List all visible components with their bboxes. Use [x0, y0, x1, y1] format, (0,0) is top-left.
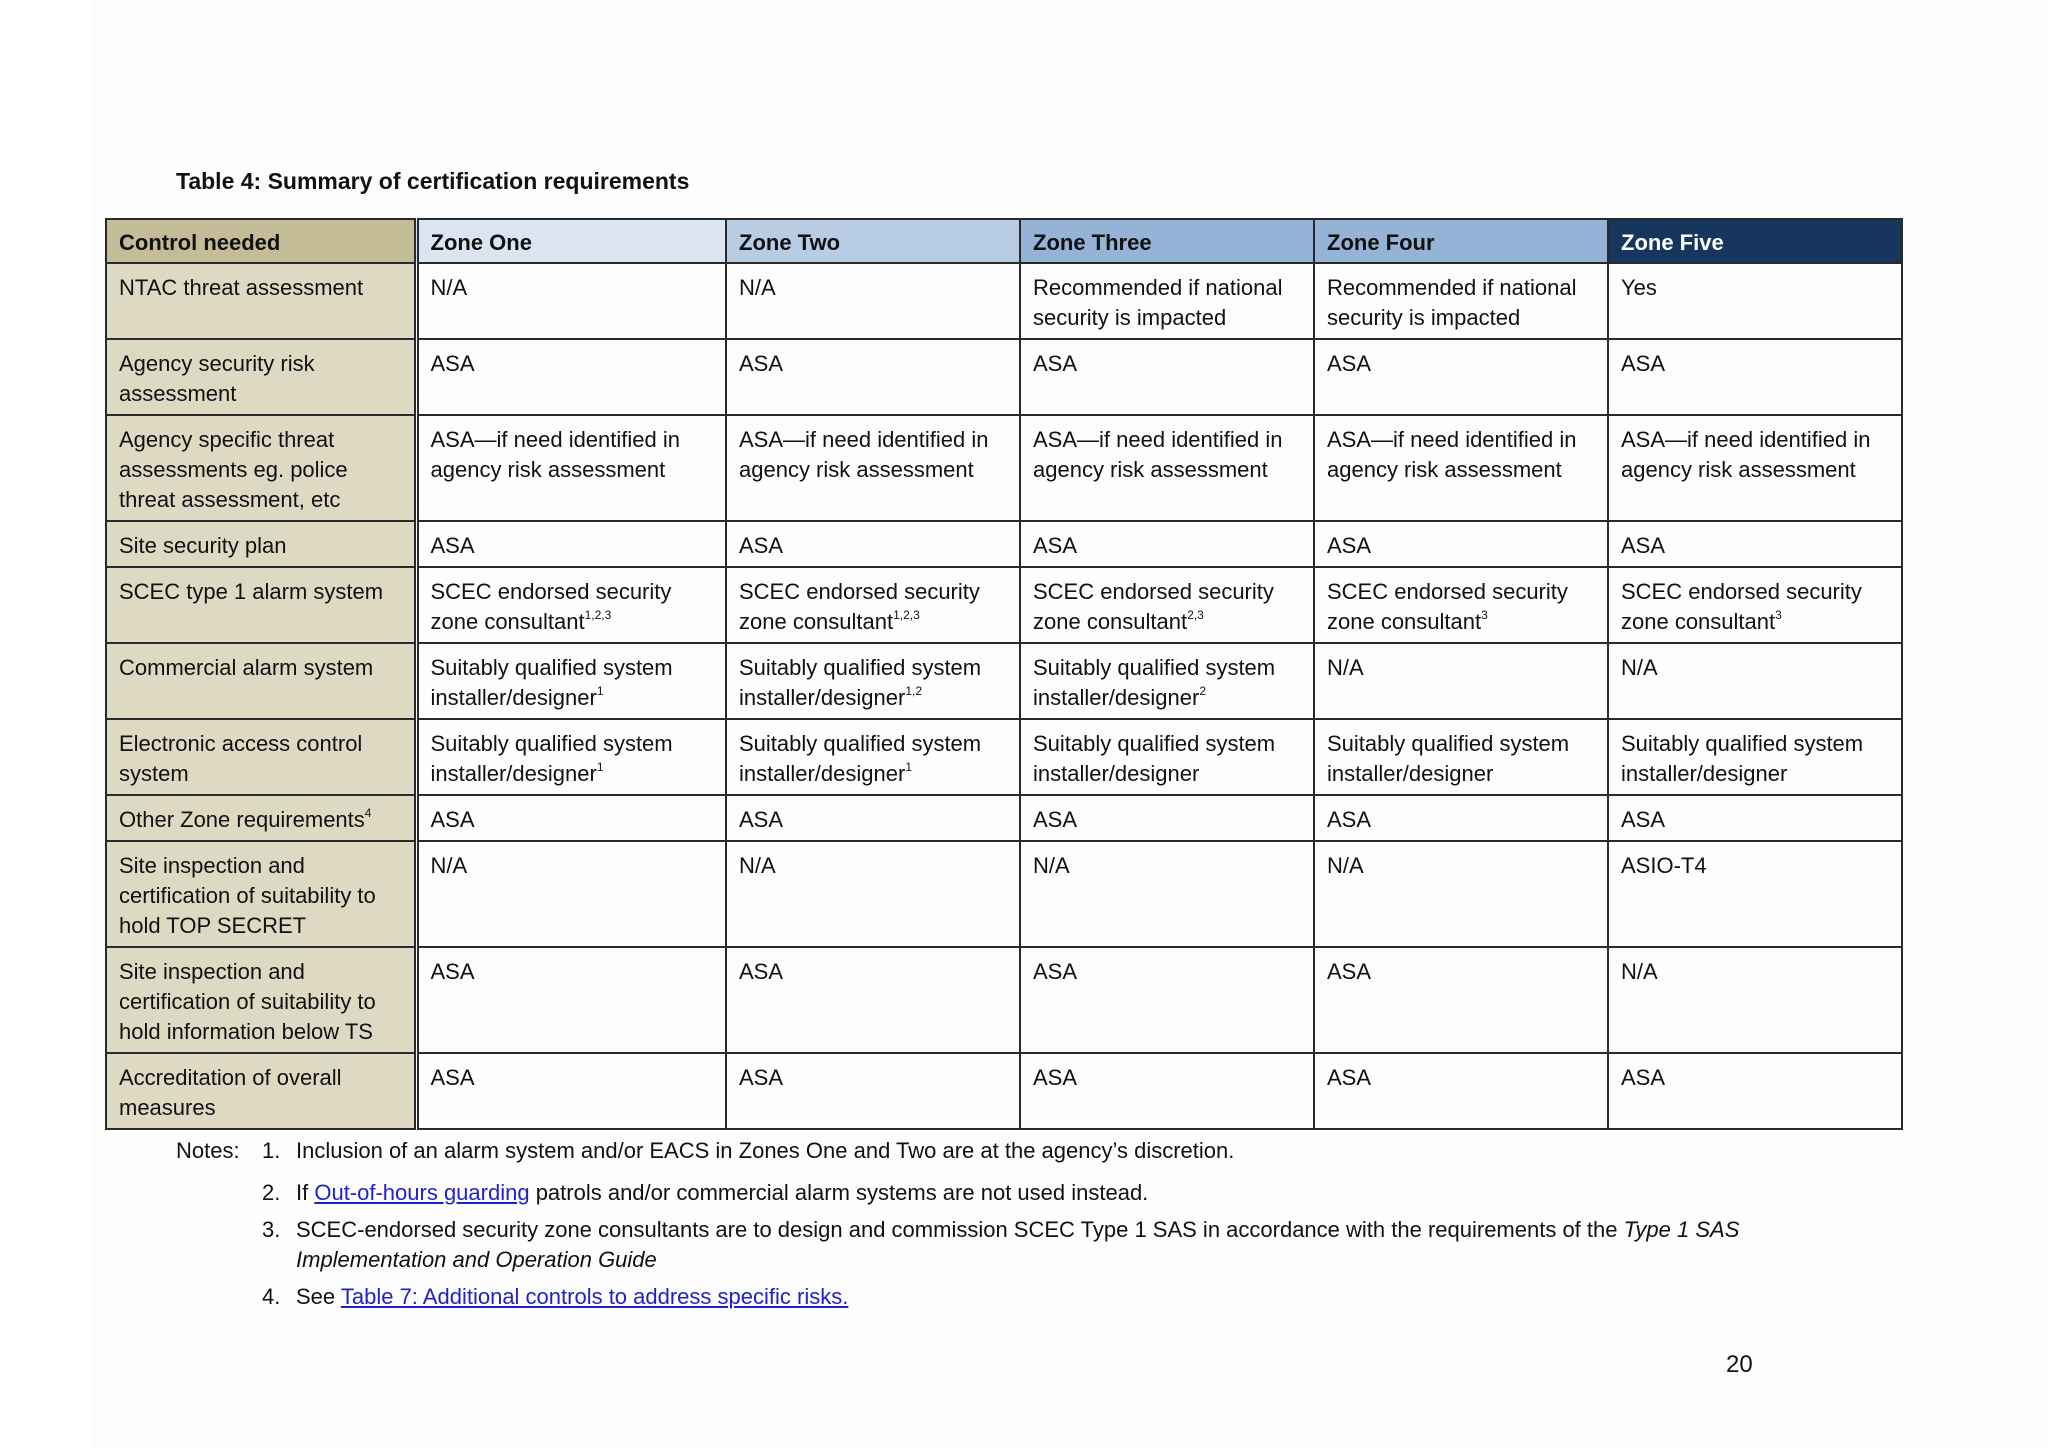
- control-label: Site security plan: [119, 533, 287, 558]
- note-item-text: [296, 1215, 1756, 1275]
- control-label: Agency security risk assessment: [119, 351, 315, 406]
- table-row: [106, 263, 1902, 339]
- cell-text: ASA: [430, 1065, 475, 1090]
- cell-text: ASA: [1327, 533, 1372, 558]
- note-item-text: [296, 1178, 1148, 1208]
- table-row: [106, 1053, 1902, 1129]
- control-needed-cell: [106, 947, 416, 1053]
- cell-text: N/A: [1327, 853, 1364, 878]
- zone-cell: [1020, 339, 1314, 415]
- control-label: Accreditation of overall measures: [119, 1065, 342, 1120]
- note-item: [262, 1178, 280, 1208]
- zone-cell: [416, 795, 726, 841]
- control-label: SCEC type 1 alarm system: [119, 579, 384, 604]
- cell-text: Suitably qualified system installer/designer: [1033, 655, 1276, 710]
- cell-text: ASA—if need identified in agency risk assessment: [430, 427, 680, 482]
- note-text: See: [296, 1284, 341, 1309]
- note-number: 3.: [262, 1217, 281, 1242]
- cell-text: Suitably qualified system installer/designer: [1327, 731, 1570, 786]
- zone-cell: [416, 339, 726, 415]
- control-needed-cell: [106, 795, 416, 841]
- cell-text: N/A: [1621, 655, 1658, 680]
- zone-cell: [726, 567, 1020, 643]
- cell-text: SCEC endorsed security zone consultant: [1327, 579, 1568, 634]
- out-of-hours-guarding-link[interactable]: Out-of-hours guarding: [314, 1180, 530, 1205]
- zone-cell: [726, 521, 1020, 567]
- cell-text: Recommended if national security is impacted: [1327, 275, 1577, 330]
- header-zone-four: Zone Four: [1314, 219, 1608, 263]
- cell-text: SCEC endorsed security zone consultant: [739, 579, 980, 634]
- cell-text: Yes: [1621, 275, 1657, 300]
- cell-text: ASA: [1327, 959, 1372, 984]
- footnote-ref: 1: [596, 684, 604, 698]
- control-label: Site inspection and certification of suitability to hold TOP SECRET: [119, 853, 376, 938]
- zone-cell: [1608, 521, 1902, 567]
- cell-text: ASA: [1033, 351, 1078, 376]
- cell-text: Suitably qualified system installer/designer: [1033, 731, 1276, 786]
- zone-cell: [1020, 263, 1314, 339]
- cell-text: ASA: [1033, 807, 1078, 832]
- cell-text: ASA: [1621, 533, 1666, 558]
- zone-cell: [416, 643, 726, 719]
- cell-text: ASA—if need identified in agency risk assessment: [1033, 427, 1283, 482]
- cell-text: Suitably qualified system installer/designer: [1621, 731, 1864, 786]
- zone-cell: [726, 795, 1020, 841]
- zone-cell: [416, 719, 726, 795]
- note-number: 1.: [262, 1138, 281, 1163]
- table-row: [106, 521, 1902, 567]
- note-italic-title: Type 1 SAS Implementation and Operation Guide: [296, 1217, 1740, 1272]
- cell-text: Recommended if national security is impacted: [1033, 275, 1283, 330]
- note-item-text: [296, 1136, 1234, 1166]
- zone-cell: [1020, 643, 1314, 719]
- cell-text: ASA: [1033, 959, 1078, 984]
- cell-text: N/A: [430, 275, 468, 300]
- zone-cell: [1608, 263, 1902, 339]
- notes-label: Notes:: [176, 1138, 240, 1163]
- zone-cell: [416, 521, 726, 567]
- cell-text: ASIO-T4: [1621, 853, 1707, 878]
- zone-cell: [1608, 415, 1902, 521]
- control-needed-cell: [106, 263, 416, 339]
- zone-cell: [1020, 947, 1314, 1053]
- cell-text: ASA—if need identified in agency risk assessment: [739, 427, 989, 482]
- zone-cell: [1314, 415, 1608, 521]
- cell-text: ASA: [430, 351, 475, 376]
- zone-cell: [1314, 643, 1608, 719]
- zone-cell: [1020, 415, 1314, 521]
- control-label: Other Zone requirements: [119, 807, 365, 832]
- cell-text: Suitably qualified system installer/designer: [430, 731, 673, 786]
- header-zone-one: Zone One: [416, 219, 726, 263]
- cell-text: ASA: [1033, 1065, 1078, 1090]
- zone-cell: [416, 263, 726, 339]
- zone-cell: [1608, 1053, 1902, 1129]
- zone-cell: [1314, 795, 1608, 841]
- cell-text: ASA: [430, 959, 475, 984]
- cell-text: ASA: [1621, 1065, 1666, 1090]
- zone-cell: [1608, 947, 1902, 1053]
- zone-cell: [1314, 719, 1608, 795]
- cell-text: Suitably qualified system installer/designer: [739, 731, 982, 786]
- control-label: Electronic access control system: [119, 731, 363, 786]
- note-text: Inclusion of an alarm system and/or EACS in Zones One and Two are at the agency’s discretion.: [296, 1138, 1235, 1163]
- cell-text: SCEC endorsed security zone consultant: [1621, 579, 1862, 634]
- cell-text: ASA—if need identified in agency risk assessment: [1621, 427, 1871, 482]
- table-row: [106, 841, 1902, 947]
- cell-text: ASA: [1327, 807, 1372, 832]
- zone-cell: [416, 1053, 726, 1129]
- zone-cell: [1020, 841, 1314, 947]
- footnote-ref: 1: [596, 760, 604, 774]
- table-row: [106, 947, 1902, 1053]
- cell-text: N/A: [739, 275, 776, 300]
- zone-cell: [726, 339, 1020, 415]
- note-text: SCEC-endorsed security zone consultants are to design and commission SCEC Type 1 SAS in accordance with the requirements of the: [296, 1217, 1624, 1242]
- cell-text: ASA: [1621, 807, 1666, 832]
- cell-text: ASA: [430, 533, 475, 558]
- footnote-ref: 4: [364, 806, 372, 820]
- header-control-needed: Control needed: [106, 219, 416, 263]
- cell-text: N/A: [1621, 959, 1658, 984]
- table-row: [106, 339, 1902, 415]
- cell-text: ASA: [739, 1065, 784, 1090]
- zone-cell: [1608, 719, 1902, 795]
- cell-text: ASA: [739, 959, 784, 984]
- table-row: [106, 643, 1902, 719]
- cell-text: SCEC endorsed security zone consultant: [1033, 579, 1274, 634]
- zone-cell: [726, 719, 1020, 795]
- note-item: [262, 1136, 280, 1166]
- control-needed-cell: [106, 567, 416, 643]
- control-needed-cell: [106, 841, 416, 947]
- zone-cell: [1020, 795, 1314, 841]
- control-label: Agency specific threat assessments eg. police threat assessment, etc: [119, 427, 348, 512]
- zone-cell: [1020, 1053, 1314, 1129]
- table-header-row: [106, 219, 1902, 263]
- note-number: 2.: [262, 1180, 281, 1205]
- zone-cell: [726, 947, 1020, 1053]
- control-label: NTAC threat assessment: [119, 275, 364, 300]
- footnote-ref: 3: [1775, 608, 1782, 622]
- cell-text: ASA: [1621, 351, 1666, 376]
- zone-cell: [726, 415, 1020, 521]
- control-needed-cell: [106, 643, 416, 719]
- note-item: [262, 1282, 280, 1312]
- page-number: 20: [1726, 1351, 1753, 1378]
- note-number: 4.: [262, 1284, 281, 1309]
- note-item: [262, 1215, 280, 1245]
- zone-cell: [1314, 263, 1608, 339]
- cell-text: N/A: [1327, 655, 1364, 680]
- header-zone-three: Zone Three: [1020, 219, 1314, 263]
- cell-text: Suitably qualified system installer/designer: [739, 655, 982, 710]
- cell-text: ASA: [1033, 533, 1078, 558]
- zone-cell: [416, 567, 726, 643]
- zone-cell: [1608, 339, 1902, 415]
- cell-text: N/A: [1033, 853, 1070, 878]
- footnote-ref: 3: [1481, 608, 1488, 622]
- footnote-ref: 1,2: [905, 684, 922, 698]
- table-row: [106, 567, 1902, 643]
- footnote-ref: 1,2,3: [584, 608, 612, 622]
- table-row: [106, 415, 1902, 521]
- header-zone-two: Zone Two: [726, 219, 1020, 263]
- zone-cell: [1020, 567, 1314, 643]
- cell-text: Suitably qualified system installer/designer: [430, 655, 673, 710]
- zone-cell: [726, 1053, 1020, 1129]
- zone-cell: [1314, 567, 1608, 643]
- zone-cell: [416, 415, 726, 521]
- zone-cell: [1020, 719, 1314, 795]
- footnote-ref: 1: [905, 760, 912, 774]
- cell-text: ASA: [739, 351, 784, 376]
- cell-text: N/A: [739, 853, 776, 878]
- zone-cell: [726, 263, 1020, 339]
- table-title: Table 4: Summary of certification requirements: [176, 168, 690, 194]
- zone-cell: [1314, 339, 1608, 415]
- zone-cell: [1608, 795, 1902, 841]
- zone-cell: [1020, 521, 1314, 567]
- cell-text: SCEC endorsed security zone consultant: [430, 579, 672, 634]
- note-item-text: [296, 1282, 848, 1312]
- cell-text: ASA: [430, 807, 475, 832]
- note-text: patrols and/or commercial alarm systems are not used instead.: [529, 1180, 1149, 1205]
- control-needed-cell: [106, 339, 416, 415]
- zone-cell: [1314, 841, 1608, 947]
- certification-requirements-table: [105, 218, 1903, 1130]
- cell-text: ASA: [1327, 351, 1372, 376]
- table-row: [106, 719, 1902, 795]
- table-row: [106, 795, 1902, 841]
- control-needed-cell: [106, 719, 416, 795]
- footnote-ref: 2,3: [1187, 608, 1204, 622]
- note-text: If: [296, 1180, 315, 1205]
- table-body: [106, 263, 1902, 1129]
- cell-text: ASA: [739, 807, 784, 832]
- cell-text: ASA: [1327, 1065, 1372, 1090]
- footnote-ref: 2: [1199, 684, 1206, 698]
- zone-cell: [1314, 1053, 1608, 1129]
- cell-text: ASA—if need identified in agency risk assessment: [1327, 427, 1577, 482]
- zone-cell: [416, 947, 726, 1053]
- control-needed-cell: [106, 1053, 416, 1129]
- control-label: Site inspection and certification of suitability to hold information below TS: [119, 959, 376, 1044]
- zone-cell: [726, 643, 1020, 719]
- cell-text: N/A: [430, 853, 468, 878]
- header-zone-five: Zone Five: [1608, 219, 1902, 263]
- zone-cell: [1314, 947, 1608, 1053]
- zone-cell: [1608, 643, 1902, 719]
- zone-cell: [416, 841, 726, 947]
- zone-cell: [1608, 567, 1902, 643]
- cell-text: ASA: [739, 533, 784, 558]
- control-needed-cell: [106, 415, 416, 521]
- control-label: Commercial alarm system: [119, 655, 374, 680]
- zone-cell: [1608, 841, 1902, 947]
- footnote-ref: 1,2,3: [893, 608, 920, 622]
- zone-cell: [1314, 521, 1608, 567]
- table-7-link[interactable]: Table 7: Additional controls to address specific risks.: [340, 1284, 849, 1309]
- zone-cell: [726, 841, 1020, 947]
- control-needed-cell: [106, 521, 416, 567]
